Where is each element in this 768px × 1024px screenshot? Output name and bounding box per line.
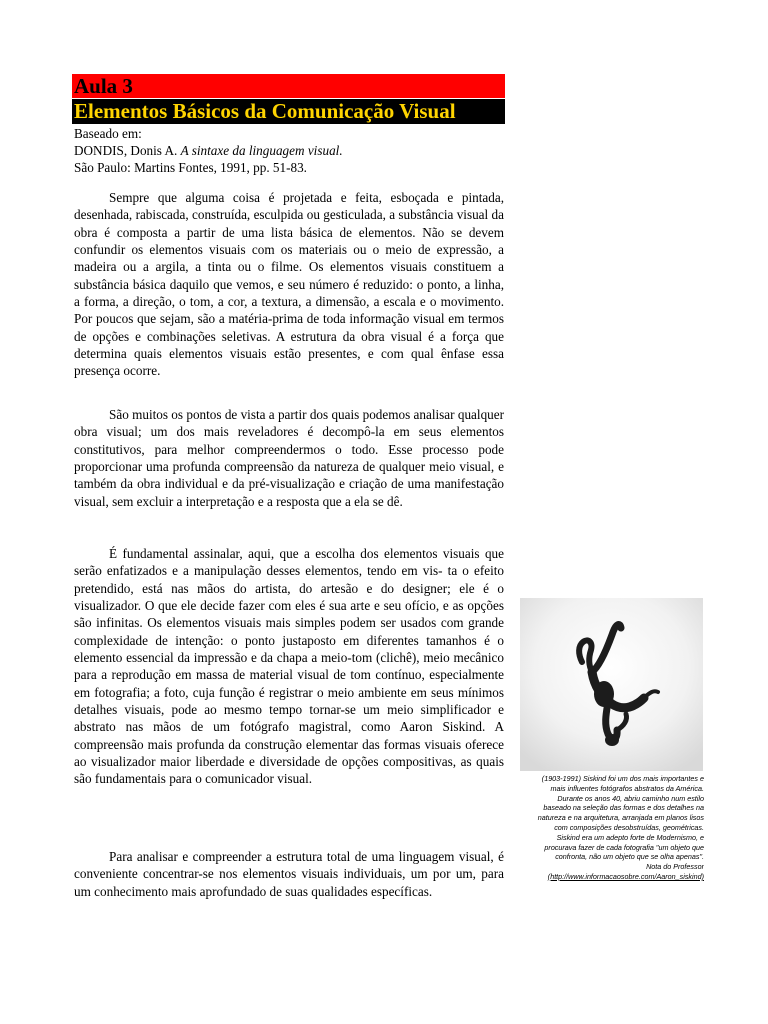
caption-line: confronta, não um objeto que se olha apenas". (555, 852, 704, 862)
siskind-photograph (520, 598, 703, 771)
lesson-subtitle: Elementos Básicos da Comunicação Visual (72, 99, 505, 124)
diver-figure-image (520, 598, 703, 771)
body-paragraph: Sempre que alguma coisa é projetada e feita, esboçada e pintada, desenhada, rabiscada, construída, esculpida ou gesticulada, a substância visual da obra é composta a partir de uma lista básica de elementos. Não se devem confundir os elementos visuais com os materiais ou o meio de expressão, a madeira ou a argila, a tinta ou o filme. Os elementos visuais constituem a substância básica daquilo que vemos, e seu número é reduzido: o ponto, a linha, a forma, a direção, o tom, a cor, a textura, a dimensão, a escala e o movimento. Por poucos que sejam, são a matéria-prima de toda informação visual em termos de opções e combinações seletivas. A estrutura da obra visual é a força que determina quais elementos visuais estão presentes, e com qual ênfase essa presença ocorre. (74, 190, 504, 379)
body-paragraph: Para analisar e compreender a estrutura total de uma linguagem visual, é conveniente concentrar-se nos elementos visuais individuais, um por um, para um conhecimento mais aprofundado de suas qualidades específicas. (74, 849, 504, 899)
body-paragraph: São muitos os pontos de vista a partir dos quais podemos analisar qualquer obra visual; um dos mais reveladores é decompô-la em seus elementos constitutivos, para melhor compreendermos o todo. Esse processo pode proporcionar uma profunda compreensão da natureza de qualquer meio visual, e também da obra individual e da pré-visualização e criação de uma manifestação visual, sem excluir a interpretação e a resposta que a ela se dê. (74, 407, 504, 509)
reference-publisher: São Paulo: Martins Fontes, 1991, pp. 51-83. (74, 160, 307, 175)
caption-line: Siskind era um adepto forte de Modernismo, e (556, 832, 704, 842)
caption-line: com composições desobstruídas, geométricas. (554, 822, 704, 832)
body-paragraph: É fundamental assinalar, aqui, que a escolha dos elementos visuais que serão enfatizados e a manipulação desses elementos, tendo em vis- ta o efeito pretendido, está nas mãos do artista, do artesão e do designer; ele é o visualizador. O que ele decide fazer com eles é sua arte e seu ofício, e as opções são infinitas. Os elementos visuais mais simples podem ser usados com grande complexidade de intenção: o ponto justaposto em diferentes tamanhos é o elemento essencial da impressão e da chapa a meio-tom (clichê), meio mecânico para a reprodução em massa de material visual de tom contínuo, especialmente em fotografia; a foto, cuja função é registrar o meio ambiente em seus mínimos detalhes visuais, pode ao mesmo tempo tornar-se um meio simplificador e abstrato nas mãos de um fotógrafo magistral, como Aaron Siskind. A compreensão mais profunda da construção elementar das formas visuais oferece ao visualizador maior liberdade e diversidade de opções compositivas, as quais são fundamentais para o comunicador visual. (74, 546, 504, 787)
caption-source-link[interactable]: (http://www.informacaosobre.com/Aaron_siskind) (547, 871, 704, 881)
reference-intro: Baseado em: (74, 126, 142, 141)
reference-book-title: A sintaxe da linguagem visual. (180, 143, 343, 158)
reference-block (74, 125, 504, 176)
caption-line: (1903-1991) Siskind foi um dos mais importantes e (541, 774, 704, 783)
caption-line: mais influentes fotógrafos abstratos da América. (550, 783, 704, 793)
lesson-title: Aula 3 (72, 74, 505, 98)
caption-line: natureza e na arquitetura, arranjada em planos lisos (537, 813, 704, 823)
reference-author: DONDIS, Donis A. (74, 143, 181, 158)
reference-citation (74, 142, 504, 159)
caption-line: Durante os anos 40, abriu caminho num estilo (557, 793, 704, 803)
caption-line: Nota do Professor (646, 862, 704, 872)
photo-caption (522, 774, 704, 900)
caption-line: baseado na seleção das formas e dos detalhes na (543, 803, 704, 813)
caption-line: procurava fazer de cada fotografia "um objeto que (544, 842, 704, 852)
